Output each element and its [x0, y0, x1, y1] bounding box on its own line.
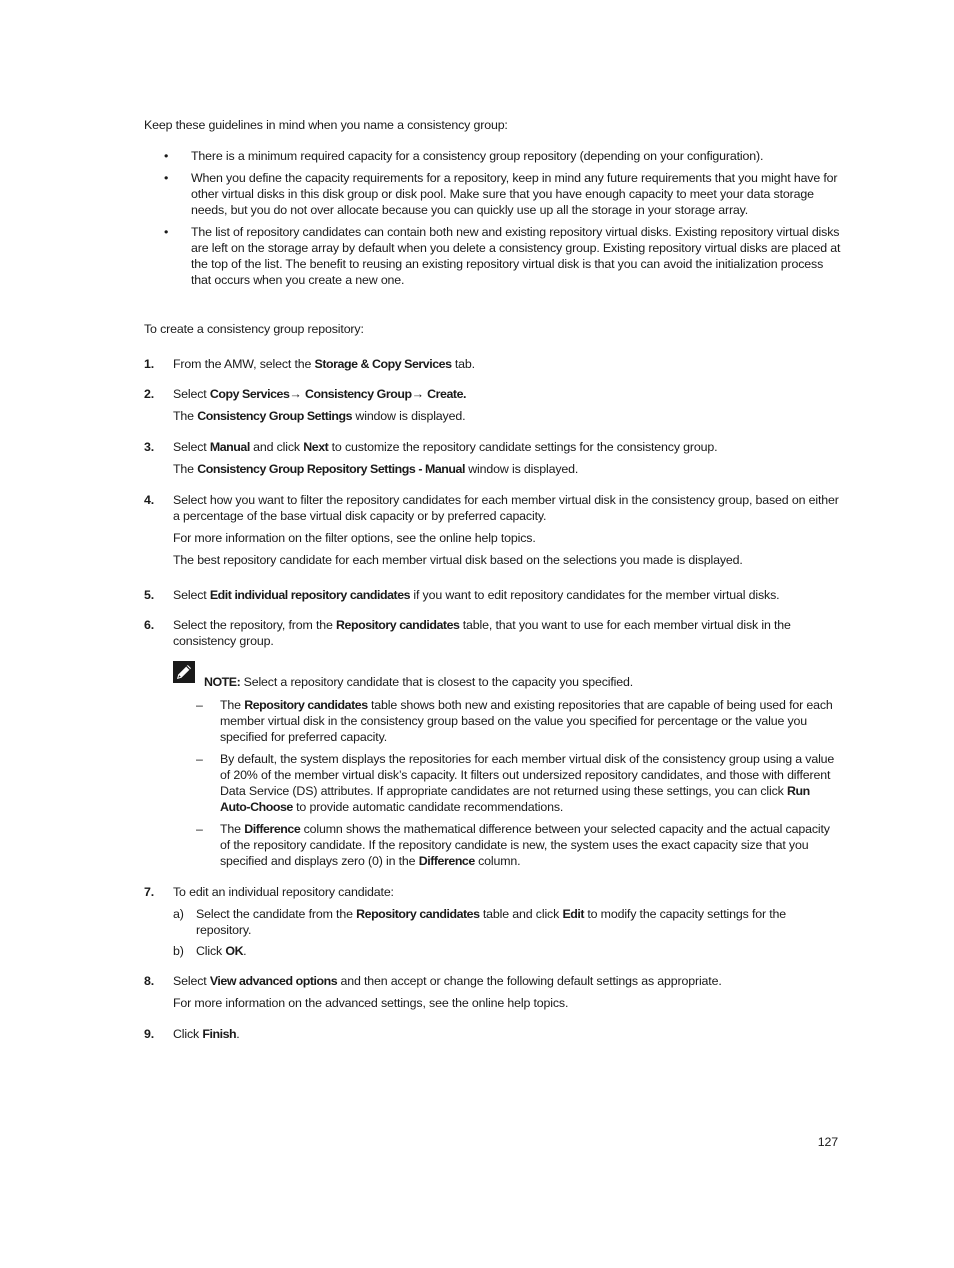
- step-4: [144, 492, 844, 568]
- step-text: Select the repository, from the Repository candidates table, that you want to use for each member virtual disk in the consistency group.: [173, 618, 791, 648]
- step-text: Select how you want to filter the repository candidates for each member virtual disk in the consistency group, based on either a percentage of the base virtual disk capacity or by preferred capacity.: [173, 493, 839, 523]
- substep-a: [173, 906, 843, 938]
- step-5: [144, 587, 844, 603]
- step-result: The Consistency Group Repository Settings - Manual window is displayed.: [173, 462, 579, 476]
- step-text: Select Copy Services→ Consistency Group→ Create.: [173, 387, 467, 401]
- dash-icon: –: [196, 752, 203, 766]
- substep-b: [173, 943, 843, 959]
- step-number: 4.: [144, 493, 155, 507]
- list-item: – The Repository candidates table shows both new and existing repositories that are capable of being used for each member virtual disk in the consistency group based on the value you specified for percentage or the value you specified for preferred capacity.: [196, 698, 833, 744]
- guidelines-list: [162, 148, 842, 294]
- step-number: 6.: [144, 618, 155, 632]
- step-number: 7.: [144, 885, 155, 899]
- dash-icon: –: [196, 822, 203, 836]
- step-number: 3.: [144, 440, 155, 454]
- substep-letter: a): [173, 907, 184, 921]
- step-1: [144, 356, 844, 372]
- note-label: NOTE:: [204, 675, 241, 690]
- list-item: • There is a minimum required capacity for a consistency group repository (depending on your configuration).: [164, 149, 764, 163]
- step-number: 5.: [144, 588, 155, 602]
- step-8: [144, 973, 844, 1011]
- bullet-icon: •: [164, 225, 169, 239]
- step-text: Select Manual and click Next to customize the repository candidate settings for the consistency group.: [173, 440, 718, 454]
- substep-letter: b): [173, 944, 184, 958]
- step-number: 8.: [144, 974, 155, 988]
- step-info: For more information on the filter options, see the online help topics.: [173, 531, 536, 545]
- step-result: The Consistency Group Settings window is displayed.: [173, 409, 466, 423]
- list-item: – By default, the system displays the repositories for each member virtual disk of the consistency group using a value of 20% of the member virtual disk’s capacity. It filters out undersized repository candidates, and those with different Data Service (DS) attributes. If appropriate candidates are not returned using these settings, you can click Run Auto-Choose to provide automatic candidate recommendations.: [196, 752, 835, 814]
- list-item: – The Difference column shows the mathematical difference between your selected capacity and the actual capacity of the repository candidate. If the repository candidate is new, the system uses the exact capacity size that you specified and displays zero (0) in the Difference column.: [196, 822, 830, 868]
- note-pencil-icon: [173, 661, 195, 683]
- create-intro: To create a consistency group repository:: [144, 322, 364, 336]
- step-text: Select Edit individual repository candidates if you want to edit repository candidates for the member virtual disks.: [173, 588, 780, 602]
- step-9: [144, 1026, 844, 1042]
- note-callout: [173, 661, 843, 690]
- step-7: [144, 884, 844, 900]
- list-item: • The list of repository candidates can contain both new and existing repository virtual disks. Existing repository virtual disks are left on the storage array by default when you delete a consistency group. Existing repository virtual disks are placed at the top of the list. The benefit to reusing an existing repository virtual disk is that you can avoid the initialization process that occurs when you create a new one.: [164, 225, 841, 287]
- intro-text: Keep these guidelines in mind when you name a consistency group:: [144, 118, 508, 132]
- dash-icon: –: [196, 698, 203, 712]
- step-3: [144, 439, 844, 477]
- step-text: Click Finish.: [173, 1027, 240, 1041]
- step-6: [144, 617, 844, 649]
- page-number: 127: [817, 1135, 838, 1149]
- bullet-icon: •: [164, 171, 169, 185]
- step-text: To edit an individual repository candidate:: [173, 885, 394, 899]
- repository-candidates-notes: [196, 697, 842, 875]
- step-text: Select View advanced options and then accept or change the following default settings as appropriate.: [173, 974, 722, 988]
- step-info: For more information on the advanced settings, see the online help topics.: [173, 996, 569, 1010]
- step-number: 2.: [144, 387, 155, 401]
- step-2: [144, 386, 844, 424]
- substep-text: Click OK.: [196, 944, 247, 958]
- substep-text: Select the candidate from the Repository candidates table and click Edit to modify the capacity settings for the repository.: [196, 907, 787, 937]
- note-text: NOTE: Select a repository candidate that is closest to the capacity you specified.: [204, 675, 634, 690]
- list-item: • When you define the capacity requirements for a repository, keep in mind any future requirements that you might have for other virtual disks in this disk group or disk pool. Make sure that you have enough capacity to meet your data storage needs, but you do not over allocate because you can quickly use up all the storage in your storage array.: [164, 171, 838, 217]
- step-number: 1.: [144, 357, 155, 371]
- step-text: From the AMW, select the Storage & Copy Services tab.: [173, 357, 475, 371]
- step-number: 9.: [144, 1027, 155, 1041]
- bullet-icon: •: [164, 149, 169, 163]
- step-result: The best repository candidate for each member virtual disk based on the selections you made is displayed.: [173, 553, 743, 567]
